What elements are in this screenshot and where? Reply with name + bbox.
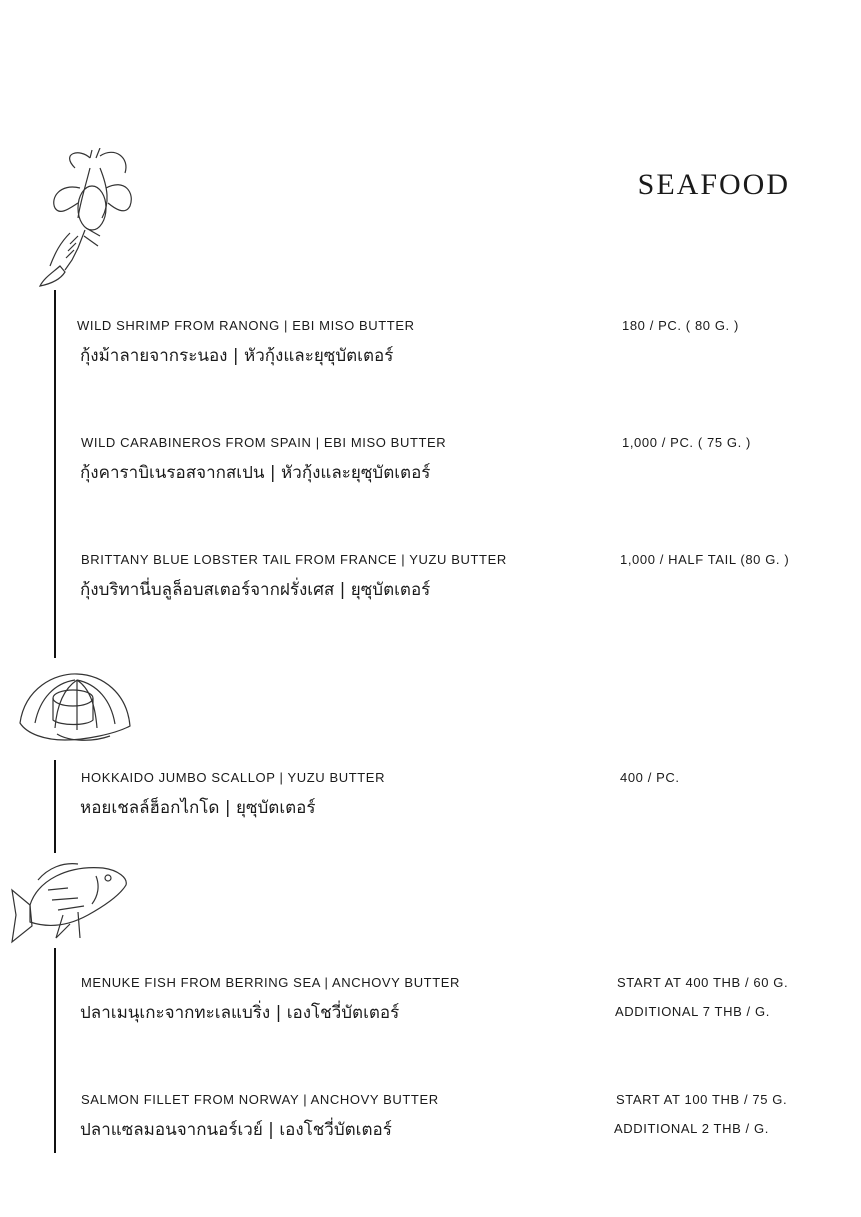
item-price: 1,000 / PC. ( 75 G. )	[622, 435, 751, 450]
item-name-en: BRITTANY BLUE LOBSTER TAIL FROM FRANCE | YUZU BUTTER	[81, 552, 507, 567]
item-price-extra: ADDITIONAL 2 THB / G.	[614, 1121, 769, 1136]
item-name-th: ปลาเมนุเกะจากทะเลแบริ่ง | เองโชวี่บัตเตอร์	[80, 1003, 400, 1023]
item-name-en: WILD CARABINEROS FROM SPAIN | EBI MISO BUTTER	[81, 435, 447, 450]
item-name-th: กุ้งบริทานี่บลูล็อบสเตอร์จากฝรั่งเศส | ยุซุบัตเตอร์	[80, 580, 431, 600]
fish-illustration	[8, 860, 133, 960]
item-name-en: SALMON FILLET FROM NORWAY | ANCHOVY BUTTER	[81, 1092, 439, 1107]
item-name-en: WILD SHRIMP FROM RANONG | EBI MISO BUTTER	[77, 318, 415, 333]
item-name-th: กุ้งม้าลายจากระนอง | หัวกุ้งและยุซุบัตเตอร์	[80, 346, 394, 366]
item-price: START AT 100 THB / 75 G.	[616, 1092, 788, 1107]
item-name-th: หอยเชลล์ฮ็อกไกโด | ยุซุบัตเตอร์	[80, 798, 316, 818]
item-name-en: MENUKE FISH FROM BERRING SEA | ANCHOVY BUTTER	[81, 975, 461, 990]
item-price-extra: ADDITIONAL 7 THB / G.	[615, 1004, 770, 1019]
timeline-line	[54, 760, 56, 853]
item-name-en: HOKKAIDO JUMBO SCALLOP | YUZU BUTTER	[81, 770, 386, 785]
item-price: 1,000 / HALF TAIL (80 G. )	[620, 552, 790, 567]
item-price: START AT 400 THB / 60 G.	[617, 975, 789, 990]
item-name-th: กุ้งคาราบิเนรอสจากสเปน | หัวกุ้งและยุซุบัตเตอร์	[80, 463, 431, 483]
timeline-line	[54, 948, 56, 1153]
page-title: SEAFOOD	[637, 168, 790, 201]
timeline-line	[54, 290, 56, 658]
item-name-th: ปลาแซลมอนจากนอร์เวย์ | เองโชวี่บัตเตอร์	[80, 1120, 392, 1140]
item-price: 180 / PC. ( 80 G. )	[622, 318, 739, 333]
crayfish-illustration	[30, 148, 140, 290]
scallop-illustration	[15, 668, 135, 748]
item-price: 400 / PC.	[620, 770, 680, 785]
